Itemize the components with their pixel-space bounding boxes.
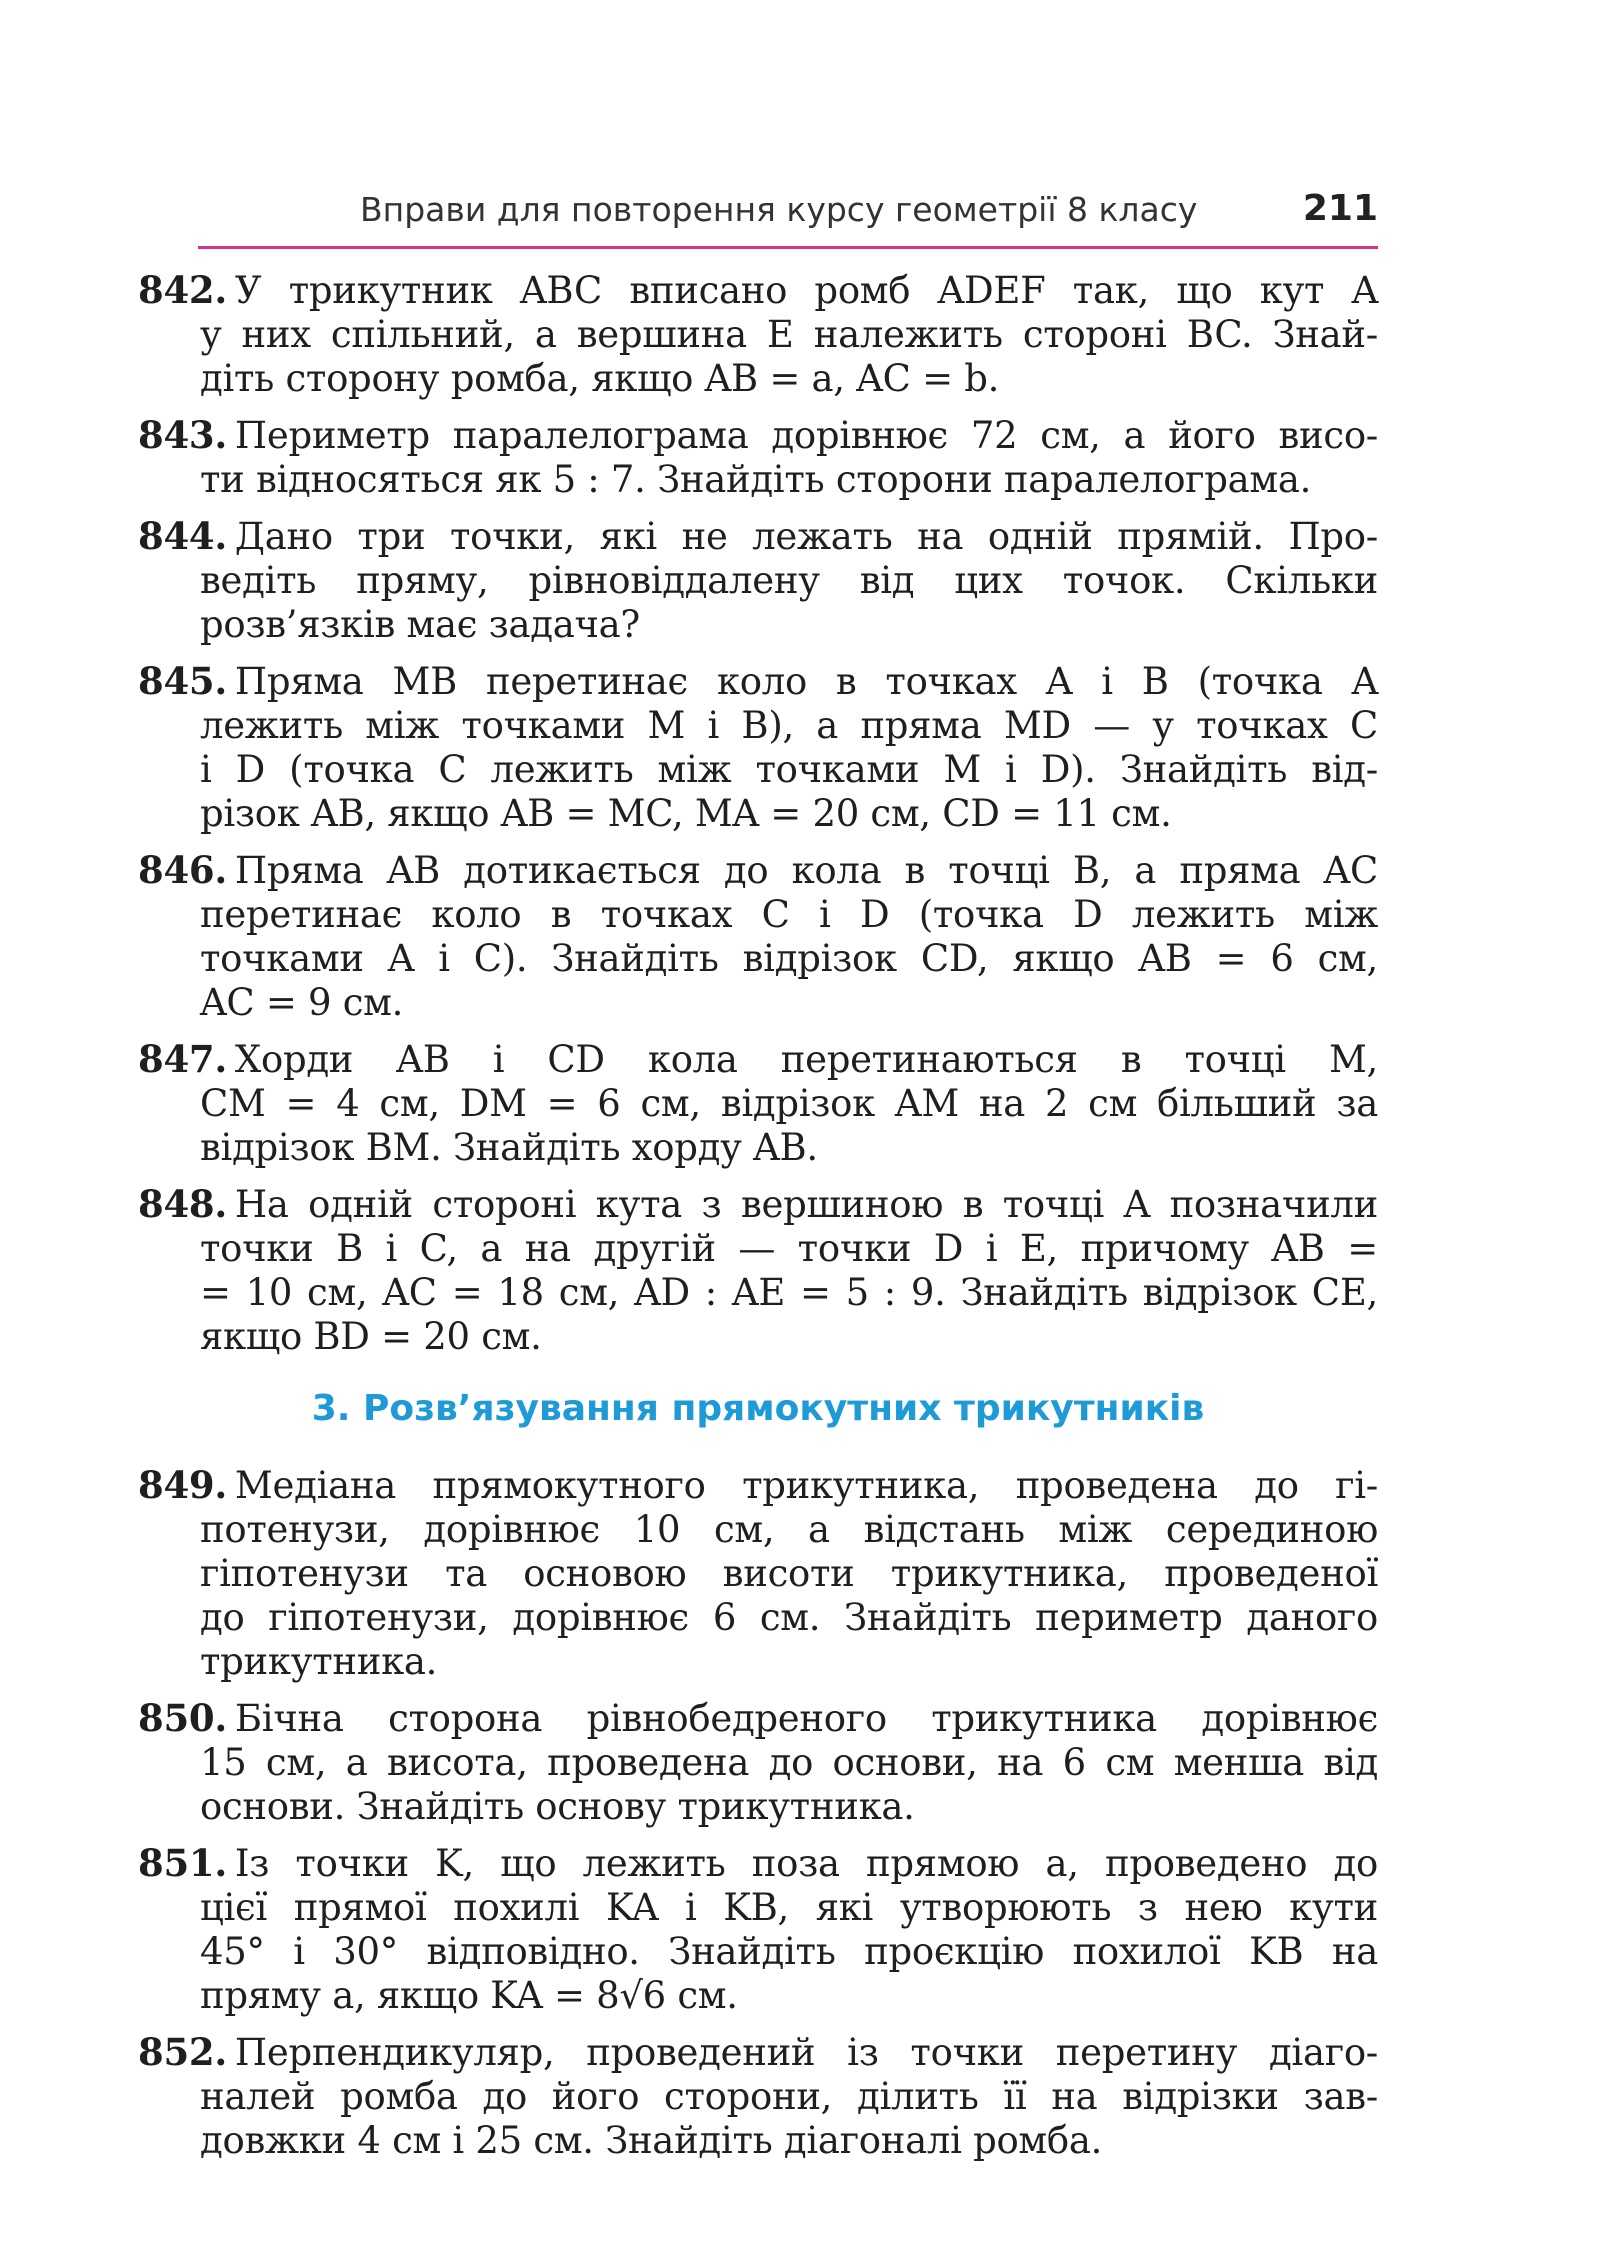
exercise-text: 15 см, а висота, проведена до основи, на 6 см менша від [200, 1741, 1378, 1784]
exercise-text: Медіана прямокутного трикутника, проведена до гі- [234, 1464, 1378, 1507]
exercise-849 [138, 1463, 1378, 1684]
exercise-list-b [138, 1463, 1378, 2163]
exercise-text: точки B і C, а на другій — точки D і E, причому AB = [200, 1227, 1378, 1270]
exercise-844 [138, 514, 1378, 647]
exercise-852 [138, 2030, 1378, 2163]
exercise-text: розв’язків має задача? [200, 603, 640, 646]
exercise-number: 847. [138, 1037, 227, 1081]
exercise-850 [138, 1696, 1378, 1829]
exercise-text: діть сторону ромба, якщо AB = a, AC = b. [200, 357, 1000, 400]
exercise-line [138, 268, 1378, 313]
exercise-line [200, 1082, 1378, 1126]
exercise-843 [138, 413, 1378, 502]
exercise-line [200, 1271, 1378, 1315]
exercise-line [138, 514, 1378, 559]
exercise-line [200, 603, 1378, 647]
exercise-line [200, 1930, 1378, 1974]
exercise-number: 849. [138, 1463, 227, 1507]
exercise-line [138, 848, 1378, 893]
exercise-line [200, 1974, 1378, 2018]
exercise-text: Із точки K, що лежить поза прямою a, проведено до [234, 1842, 1378, 1885]
exercise-847 [138, 1037, 1378, 1170]
exercise-text: CM = 4 см, DM = 6 см, відрізок AM на 2 см більший за [200, 1082, 1378, 1125]
exercise-line [200, 1552, 1378, 1596]
exercise-number: 843. [138, 413, 227, 457]
exercise-number: 846. [138, 848, 227, 892]
page-content [138, 268, 1378, 2175]
exercise-text: перетинає коло в точках C і D (точка D лежить між [200, 893, 1378, 936]
exercise-number: 851. [138, 1841, 227, 1885]
exercise-text: Периметр паралелограма дорівнює 72 см, а його висо- [234, 414, 1378, 457]
exercise-842 [138, 268, 1378, 401]
exercise-line [200, 357, 1378, 401]
running-head [198, 188, 1378, 249]
exercise-text: точками A і C). Знайдіть відрізок CD, якщо AB = 6 см, [200, 937, 1378, 980]
exercise-text: гіпотенузи та основою висоти трикутника, проведеної [200, 1552, 1378, 1595]
exercise-text: цієї прямої похилі KA і KB, які утворюють з нею кути [200, 1886, 1378, 1929]
running-title: Вправи для повторення курсу геометрії 8 класу [360, 190, 1198, 229]
exercise-line [200, 2075, 1378, 2119]
exercise-text: у них спільний, а вершина E належить стороні BC. Знай- [200, 313, 1378, 356]
exercise-text: Пряма MB перетинає коло в точках A і B (точка A [234, 660, 1378, 703]
exercise-text: довжки 4 см і 25 см. Знайдіть діагоналі ромба. [200, 2119, 1103, 2162]
exercise-text: різок AB, якщо AB = MC, MA = 20 см, CD = 11 см. [200, 792, 1172, 835]
exercise-line [200, 458, 1378, 502]
exercise-number: 850. [138, 1696, 227, 1740]
exercise-851 [138, 1841, 1378, 2018]
exercise-number: 845. [138, 659, 227, 703]
exercise-line [138, 1463, 1378, 1508]
exercise-number: 844. [138, 514, 227, 558]
exercise-text: = 10 см, AC = 18 см, AD : AE = 5 : 9. Знайдіть відрізок CE, [200, 1271, 1378, 1314]
exercise-text: до гіпотенузи, дорівнює 6 см. Знайдіть периметр даного [200, 1596, 1378, 1639]
exercise-line [200, 792, 1378, 836]
exercise-number: 842. [138, 268, 227, 312]
exercise-line [138, 2030, 1378, 2075]
exercise-text: У трикутник ABC вписано ромб ADEF так, що кут A [234, 269, 1378, 312]
exercise-line [200, 313, 1378, 357]
exercise-line [200, 981, 1378, 1025]
exercise-line [200, 1227, 1378, 1271]
exercise-line [200, 1315, 1378, 1359]
exercise-text: 45° і 30° відповідно. Знайдіть проєкцію похилої KB на [200, 1930, 1378, 1973]
exercise-text: На одній стороні кута з вершиною в точці A позначили [234, 1183, 1378, 1226]
exercise-text: Перпендикуляр, проведений із точки перетину діаго- [234, 2031, 1378, 2074]
exercise-line [138, 413, 1378, 458]
exercise-text: основи. Знайдіть основу трикутника. [200, 1785, 915, 1828]
exercise-text: Бічна сторона рівнобедреного трикутника дорівнює [234, 1697, 1378, 1740]
section-heading: 3. Розв’язування прямокутних трикутників [311, 1388, 1205, 1429]
exercise-number: 852. [138, 2030, 227, 2074]
exercise-text: Дано три точки, які не лежать на одній прямій. Про- [234, 515, 1378, 558]
exercise-text: лежить між точками M і B), а пряма MD — у точках C [200, 704, 1378, 747]
exercise-text: відрізок BM. Знайдіть хорду AB. [200, 1126, 818, 1169]
exercise-line [138, 1696, 1378, 1741]
exercise-line [138, 1182, 1378, 1227]
exercise-line [138, 1841, 1378, 1886]
exercise-line [200, 1741, 1378, 1785]
exercise-text: якщо BD = 20 см. [200, 1315, 542, 1358]
exercise-line [200, 1886, 1378, 1930]
exercise-text: AC = 9 см. [200, 981, 404, 1024]
page-number: 211 [1302, 188, 1378, 229]
exercise-line [200, 893, 1378, 937]
exercise-line [200, 1596, 1378, 1640]
exercise-line [200, 1785, 1378, 1829]
exercise-line [200, 1640, 1378, 1684]
exercise-line [200, 748, 1378, 792]
exercise-list-a [138, 268, 1378, 1359]
exercise-line [200, 2119, 1378, 2163]
exercise-text: пряму a, якщо KA = 8√6 см. [200, 1974, 738, 2017]
exercise-text: ти відносяться як 5 : 7. Знайдіть сторони паралелограма. [200, 458, 1312, 501]
exercise-846 [138, 848, 1378, 1025]
exercise-845 [138, 659, 1378, 836]
exercise-line [200, 704, 1378, 748]
exercise-text: і D (точка C лежить між точками M і D). Знайдіть від- [200, 748, 1378, 791]
exercise-text: Пряма AB дотикається до кола в точці B, а пряма AC [234, 849, 1378, 892]
exercise-text: потенузи, дорівнює 10 см, а відстань між серединою [200, 1508, 1378, 1551]
exercise-848 [138, 1182, 1378, 1359]
exercise-line [200, 1508, 1378, 1552]
exercise-line [200, 937, 1378, 981]
exercise-line [138, 1037, 1378, 1082]
exercise-text: трикутника. [200, 1640, 438, 1683]
exercise-text: Хорди AB і CD кола перетинаються в точці M, [234, 1038, 1378, 1081]
exercise-text: ведіть пряму, рівновіддалену від цих точок. Скільки [200, 559, 1378, 602]
exercise-number: 848. [138, 1182, 227, 1226]
exercise-line [200, 1126, 1378, 1170]
exercise-text: налей ромба до його сторони, ділить її на відрізки зав- [200, 2075, 1378, 2118]
exercise-line [138, 659, 1378, 704]
exercise-line [200, 559, 1378, 603]
